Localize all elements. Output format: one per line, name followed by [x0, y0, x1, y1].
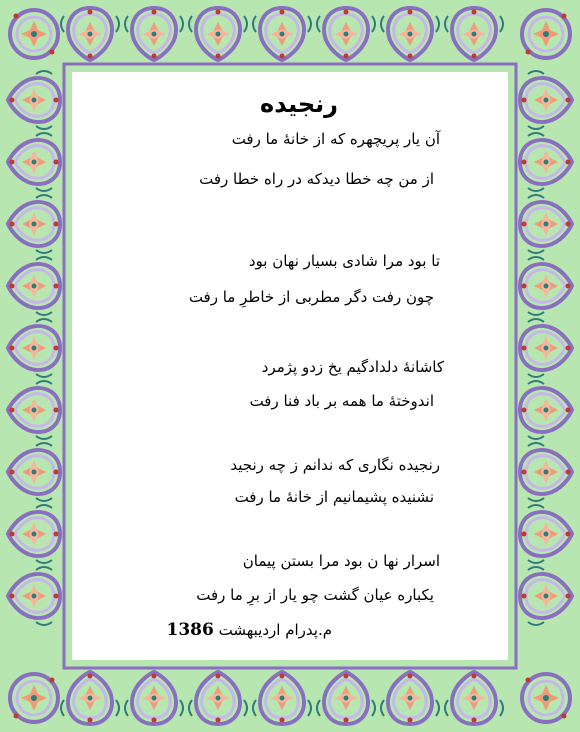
- poem-line: آن یار پریچهره که از خانۀ ما رفت: [231, 130, 440, 148]
- poem-line: نشنیده پشیمانیم از خانۀ ما رفت: [234, 488, 434, 506]
- signature-year: 1386: [166, 620, 214, 640]
- border-corner-ornament: [522, 10, 570, 58]
- poem-line: اسرار نها ن بود مرا بستن پیمان: [242, 552, 440, 570]
- poem-line: کاشانۀ دلدادگیم یخ زدو پژمرد: [261, 358, 444, 376]
- poem-line: تا بود مرا شادی بسیار نهان بود: [248, 252, 440, 270]
- poem-line: رنجیده نگاری که ندانم ز چه رنجید: [230, 456, 440, 474]
- poem-title: رنجیده: [260, 90, 338, 118]
- signature-name: م.پدرام اردیبهشت: [218, 621, 332, 639]
- poem-line: چون رفت دگر مطربی از خاطرِ ما رفت: [188, 288, 434, 306]
- border-corner-ornament: [522, 674, 570, 722]
- poem-line: از من چه خطا دیدکه در راه خطا رفت: [199, 170, 434, 188]
- poem-page: [72, 72, 508, 660]
- poem: [72, 72, 508, 660]
- signature: [167, 620, 333, 640]
- poem-line: یکباره عیان گشت چو یار از برِ ما رفت: [196, 586, 434, 604]
- border-corner-ornament: [10, 674, 58, 722]
- poem-line: اندوختۀ ما همه بر باد فنا رفت: [249, 392, 434, 410]
- border-corner-ornament: [10, 10, 58, 58]
